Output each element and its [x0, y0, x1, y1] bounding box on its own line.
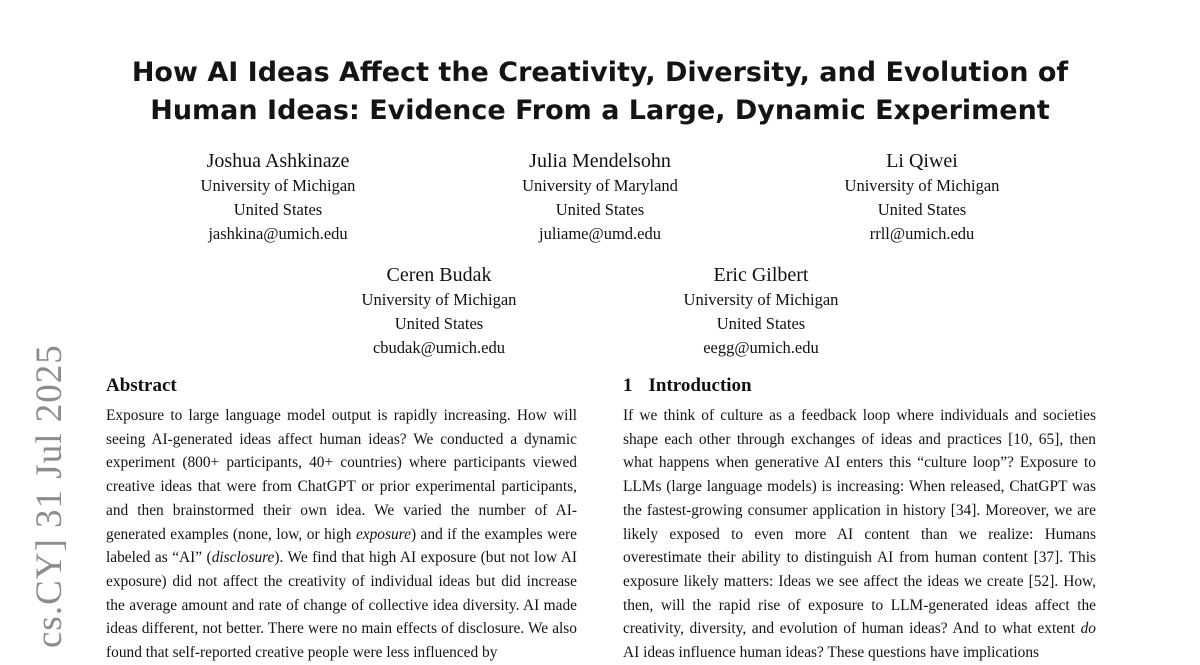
author-email: rrll@umich.edu	[869, 224, 975, 243]
abstract-emphasis-disclosure: disclosure	[211, 549, 275, 567]
author-name: Julia Mendelsohn	[529, 150, 671, 172]
author-affiliation: University of Michigan	[844, 176, 1000, 195]
abstract-heading: Abstract	[106, 375, 177, 396]
author-email: jashkina@umich.edu	[208, 224, 348, 243]
introduction-text-2: AI ideas influence human ideas? These questions have implications	[623, 644, 1039, 662]
author-email: juliame@umd.edu	[539, 224, 661, 243]
author-block	[128, 148, 428, 246]
author-affiliation: University of Michigan	[200, 176, 356, 195]
author-email: cbudak@umich.edu	[372, 338, 506, 357]
author-email: eegg@umich.edu	[703, 338, 819, 357]
author-country: United States	[394, 314, 484, 333]
paper-title-line-1: How AI Ideas Affect the Creativity, Diversity, and Evolution of	[131, 57, 1069, 88]
abstract-emphasis-exposure: exposure	[355, 525, 411, 543]
author-name: Eric Gilbert	[713, 264, 809, 286]
abstract-text-3: ). We find that high AI exposure (but not low AI exposure) did not affect the creativity of individual ideas but did increase the average amount and rate of change of collective idea diversity. AI made ideas different, not better. There were no main effects of disclosure. We also found that self-reported creative people were less influenced by	[106, 549, 577, 662]
author-country: United States	[233, 200, 323, 219]
author-name: Li Qiwei	[886, 150, 958, 172]
author-affiliation: University of Michigan	[361, 290, 517, 309]
author-block	[772, 148, 1072, 246]
author-block	[450, 148, 750, 246]
author-name: Ceren Budak	[386, 264, 492, 286]
abstract-body	[106, 404, 577, 665]
section-title: Introduction	[648, 375, 752, 396]
paper-title-line-2: Human Ideas: Evidence From a Large, Dynamic Experiment	[150, 95, 1050, 126]
introduction-heading	[623, 374, 752, 398]
paper-title	[0, 54, 1200, 130]
author-country: United States	[716, 314, 806, 333]
author-country: United States	[555, 200, 645, 219]
abstract-text-2: ) and if the examples were labeled as “AI” (	[106, 525, 578, 567]
abstract-text-1: Exposure to large language model output is rapidly increasing. How will seeing AI-generated ideas affect human ideas? We conducted a dynamic experiment (800+ participants, 40+ countries) where participants viewed creative ideas that were from ChatGPT or prior experimental participants, and then brainstormed their own idea. We varied the number of AI-generated examples (none, low, or high	[106, 407, 577, 543]
author-affiliation: University of Michigan	[683, 290, 839, 309]
section-number: 1	[623, 375, 633, 396]
author-country: United States	[877, 200, 967, 219]
introduction-body	[623, 404, 1096, 665]
introduction-text-1: If we think of culture as a feedback loop where individuals and societies shape each other through exchanges of ideas and practices [10, 65], then what happens when generative AI enters this “culture loop”? Exposure to LLMs (large language models) is increasing: When released, ChatGPT was the fastest-growing consumer application in history [34]. Moreover, we are likely exposed to even more AI content than we realize: Humans overestimate their ability to distinguish AI from human content [37]. This exposure likely matters: Ideas we see affect the ideas we create [52]. How, then, will the rapid rise of exposure to LLM-generated ideas affect the creativity, diversity, and evolution of human ideas? And to what extent	[623, 407, 1096, 638]
arxiv-sidebar-stamp: cs.CY] 31 Jul 2025	[29, 344, 70, 648]
author-name: Joshua Ashkinaze	[206, 150, 350, 172]
author-affiliation: University of Maryland	[522, 176, 678, 195]
author-block	[289, 262, 589, 360]
introduction-emphasis-do: do	[1080, 620, 1096, 638]
author-block	[611, 262, 911, 360]
